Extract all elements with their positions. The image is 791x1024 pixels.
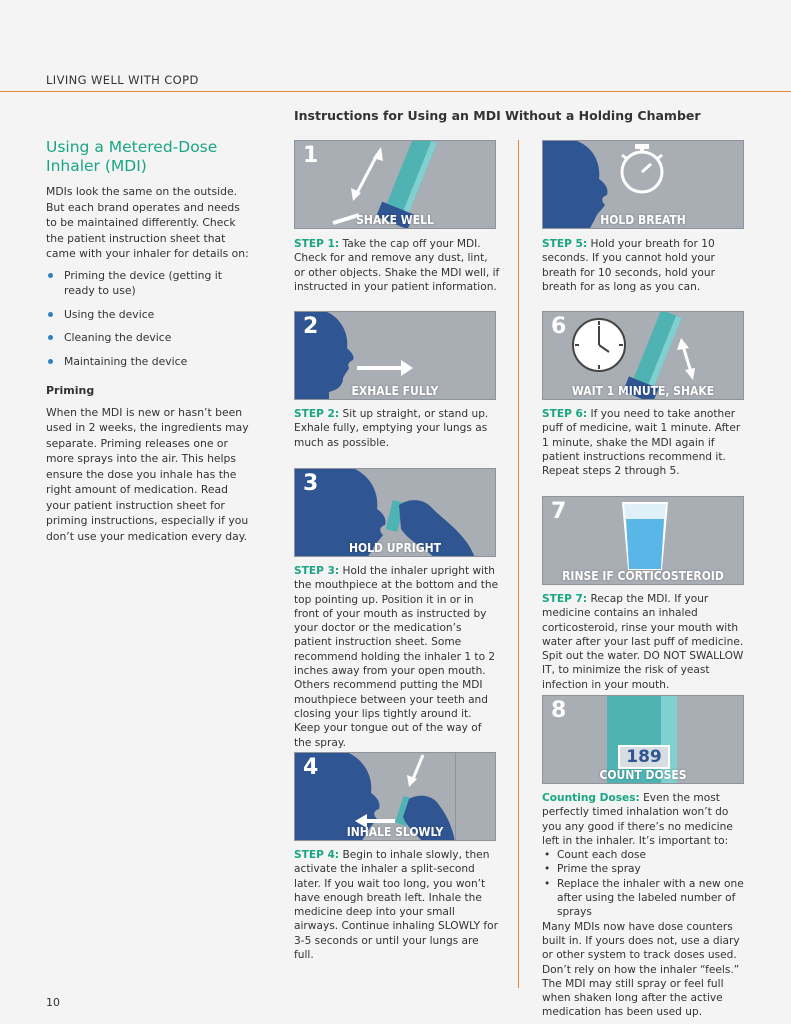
step-6-illustration <box>542 311 744 400</box>
step-label: STEP 6: <box>542 408 588 420</box>
step-number: 6 <box>551 314 567 339</box>
step-label: STEP 1: <box>294 238 340 250</box>
step-body: Recap the MDI. If your medicine contains an inhaled corticosteroid, rinse your mouth with water after your last puff of medicine. Spit out the water. DO NOT SWALLOW IT, to minimize the risk of yeast infection in your mouth. <box>542 593 744 691</box>
step-label: Counting Doses: <box>542 792 640 804</box>
list-item: • Count each dose <box>542 848 748 862</box>
step-label: STEP 7: <box>542 593 588 605</box>
step-2-text <box>294 407 500 450</box>
step-number: 3 <box>303 471 319 496</box>
step-1-illustration <box>294 140 496 229</box>
intro-text: MDIs look the same on the outside. But each brand operates and needs to be maintained differently. Check the patient instruction sheet that came with your inhaler for details on: <box>46 185 249 260</box>
step-body: Even the most perfectly timed inhalation won’t do you any good if there’s no medicine left in the inhaler. It’s important to: <box>542 792 733 847</box>
list-item: Priming the device (getting it ready to use) <box>46 268 251 299</box>
header-rule <box>0 91 791 92</box>
page-number: 10 <box>46 996 60 1009</box>
counting-doses-text <box>542 791 748 1020</box>
step-number: 1 <box>303 143 319 168</box>
step-4-text <box>294 848 500 962</box>
step-label: STEP 4: <box>294 849 340 861</box>
step-caption: HOLD BREATH <box>600 213 686 227</box>
step-body: Hold the inhaler upright with the mouthpiece at the bottom and the top pointing up. Position it in or in front of your mouth as instructed by your doctor or the medication’s patient instruction sheet. Some recommend holding the inhaler 1 to 2 inches away from your open mouth. Others recommend putting the MDI mouthpiece between your teeth and closing your lips tightly around it. Keep your tongue out of the way of the spray. <box>294 565 499 749</box>
step-caption: COUNT DOSES <box>599 768 687 782</box>
step-label: STEP 5: <box>542 238 588 250</box>
step-caption: WAIT 1 MINUTE, SHAKE <box>571 384 715 398</box>
instructions-title: Instructions for Using an MDI Without a Holding Chamber <box>294 108 701 123</box>
priming-heading: Priming <box>46 384 95 397</box>
column-divider <box>518 140 519 988</box>
counting-list <box>542 848 748 919</box>
step-2-illustration <box>294 311 496 400</box>
step-3-illustration <box>294 468 496 557</box>
step-number: 4 <box>303 755 319 780</box>
step-5-illustration <box>542 140 744 229</box>
step-5-text <box>542 237 748 294</box>
list-item: Using the device <box>46 307 251 323</box>
step-7-illustration <box>542 496 744 585</box>
step-3-text <box>294 564 500 750</box>
step-body: Take the cap off your MDI. Check for and remove any dust, lint, or other objects. Shake the MDI well, if instructed in your patient information. <box>294 238 500 293</box>
list-item: Cleaning the device <box>46 330 251 346</box>
step-body: If you need to take another puff of medicine, wait 1 minute. After 1 minute, shake the MDI again if patient instructions recommend it. Repeat steps 2 through 5. <box>542 408 741 478</box>
step-number: 2 <box>303 314 319 339</box>
step-body: Begin to inhale slowly, then activate the inhaler a split-second later. If you wait too long, you won’t have enough breath left. Inhale the medicine deep into your small airways. Continue inhaling SLOWLY for 3-5 seconds or until your lungs are full. <box>294 849 498 962</box>
step-7-text <box>542 592 748 692</box>
intro-column <box>46 138 251 550</box>
counting-after-text: Many MDIs now have dose counters built in. If yours does not, use a diary or other system to track doses used. Don’t rely on how the inhaler “feels.” The MDI may still spray or feel full when shaken long after the active medication has been used up. <box>542 920 740 1019</box>
section-header: LIVING WELL WITH COPD <box>46 73 199 87</box>
step-caption: SHAKE WELL <box>356 213 434 227</box>
list-item: Maintaining the device <box>46 354 251 370</box>
step-label: STEP 3: <box>294 565 340 577</box>
step-caption: EXHALE FULLY <box>351 384 439 398</box>
priming-text: When the MDI is new or hasn’t been used in 2 weeks, the ingredients may separate. Priming releases one or more sprays into the air. This helps ensure the dose you inhale has the right amount of medication. Read your patient instruction sheet for priming instructions, especially if you don’t use your medication every day. <box>46 405 249 543</box>
step-6-text <box>542 407 748 478</box>
step-body: Sit up straight, or stand up. Exhale fully, emptying your lungs as much as possible. <box>294 408 489 449</box>
step-label: STEP 2: <box>294 408 340 420</box>
list-item: • Replace the inhaler with a new one after using the labeled number of sprays <box>542 877 748 920</box>
page-title: Using a Metered-Dose Inhaler (MDI) <box>46 138 218 175</box>
step-number: 8 <box>551 698 567 723</box>
step-caption: INHALE SLOWLY <box>346 825 444 839</box>
step-caption: RINSE IF CORTICOSTEROID <box>562 569 724 583</box>
step-body: Hold your breath for 10 seconds. If you cannot hold your breath for 10 seconds, hold your breath for as long as you can. <box>542 238 715 293</box>
step-8-illustration <box>542 695 744 784</box>
step-number: 7 <box>551 499 567 524</box>
step-4-illustration <box>294 752 496 841</box>
details-list <box>46 268 251 370</box>
list-item: • Prime the spray <box>542 862 748 876</box>
step-caption: HOLD UPRIGHT <box>348 541 442 555</box>
dose-counter-value: 189 <box>626 747 662 767</box>
step-1-text <box>294 237 500 294</box>
